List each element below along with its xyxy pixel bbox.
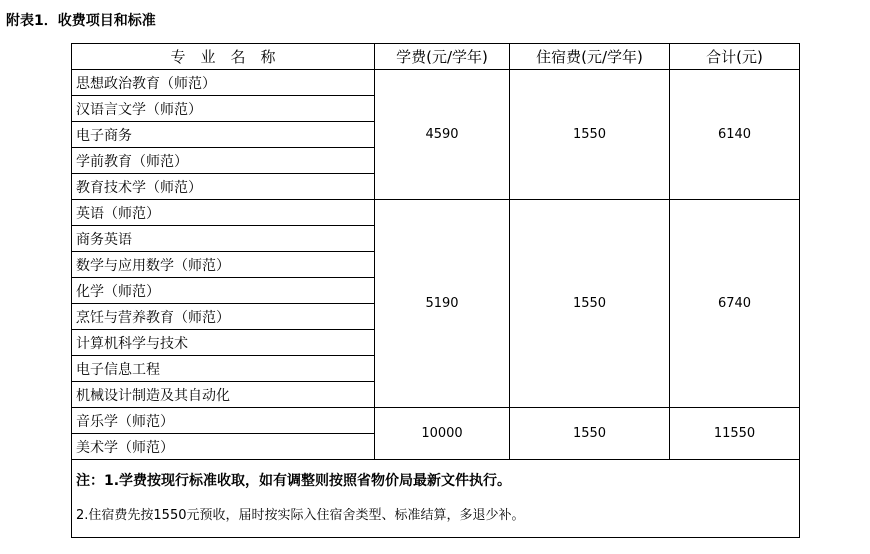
major-name: 机械设计制造及其自动化 [72, 382, 375, 408]
page-title: 附表1．收费项目和标准 [6, 13, 156, 29]
major-name: 烹饪与营养教育（师范） [72, 304, 375, 330]
header-tuition: 学费(元/学年) [375, 44, 510, 70]
table-row [72, 200, 800, 226]
header-major-name: 专 业 名 称 [72, 44, 375, 70]
total-value: 11550 [670, 408, 800, 460]
lodging-value: 1550 [510, 200, 670, 408]
total-value: 6740 [670, 200, 800, 408]
table-row [72, 408, 800, 434]
tuition-value: 4590 [375, 70, 510, 200]
major-name: 电子商务 [72, 122, 375, 148]
fee-table [71, 43, 800, 538]
lodging-value: 1550 [510, 408, 670, 460]
major-name: 思想政治教育（师范） [72, 70, 375, 96]
tuition-value: 5190 [375, 200, 510, 408]
major-name: 化学（师范） [72, 278, 375, 304]
major-name: 汉语言文学（师范） [72, 96, 375, 122]
note-1: 注：1.学费按现行标准收取，如有调整则按照省物价局最新文件执行。 [76, 473, 512, 489]
note-2: 2.住宿费先按1550元预收，届时按实际入住宿舍类型、标准结算，多退少补。 [76, 508, 525, 523]
major-name: 数学与应用数学（师范） [72, 252, 375, 278]
major-name: 计算机科学与技术 [72, 330, 375, 356]
table-header-row [72, 44, 800, 70]
major-name: 电子信息工程 [72, 356, 375, 382]
major-name: 教育技术学（师范） [72, 174, 375, 200]
lodging-value: 1550 [510, 70, 670, 200]
notes-cell [72, 460, 800, 538]
major-name: 音乐学（师范） [72, 408, 375, 434]
major-name: 英语（师范） [72, 200, 375, 226]
tuition-value: 10000 [375, 408, 510, 460]
total-value: 6140 [670, 70, 800, 200]
notes-row [72, 460, 800, 538]
major-name: 学前教育（师范） [72, 148, 375, 174]
header-lodging: 住宿费(元/学年) [510, 44, 670, 70]
header-total: 合计(元) [670, 44, 800, 70]
table-row [72, 70, 800, 96]
major-name: 美术学（师范） [72, 434, 375, 460]
major-name: 商务英语 [72, 226, 375, 252]
